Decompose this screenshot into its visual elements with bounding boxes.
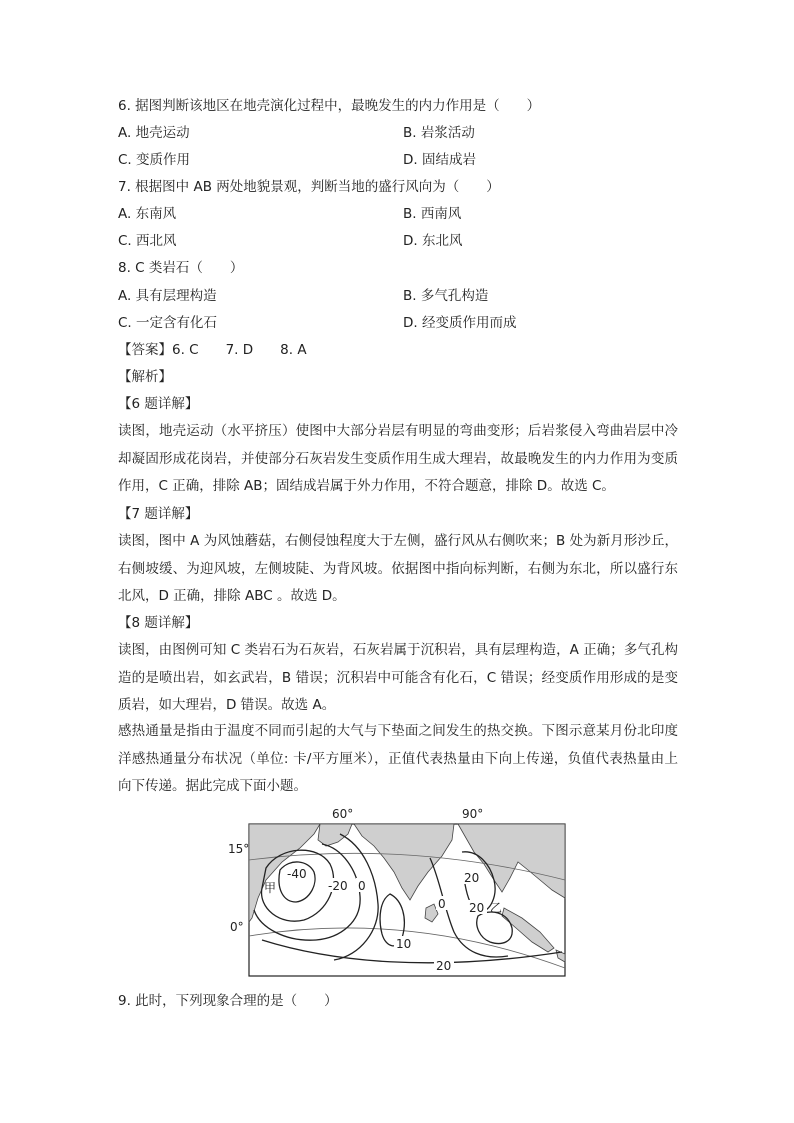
isoline-label-m40: -40	[287, 867, 307, 881]
question-6-stem: 6. 据图判断该地区在地壳演化过程中，最晚发生的内力作用是（ ）	[118, 98, 541, 114]
question-9-stem: 9. 此时，下列现象合理的是（ ）	[118, 993, 338, 1009]
detail-7-body: 读图，图中 A 为风蚀蘑菇，右侧侵蚀程度大于左侧，盛行风从右侧吹来；B 处为新月形沙丘，右侧坡缓、为迎风坡，左侧坡陡、为背风坡。依据图中指向标判断，右侧为东北，所以盛行东北风，D 正确，排除 ABC 。故选 D。	[118, 533, 678, 604]
option-8b: B. 多气孔构造	[403, 288, 489, 304]
sensible-heat-flux-map	[222, 800, 572, 985]
place-label-jia: 甲	[264, 881, 277, 895]
option-8d: D. 经变质作用而成	[403, 315, 517, 331]
intro-paragraph: 感热通量是指由于温度不同而引起的大气与下垫面之间发生的热交换。下图示意某月份北印度洋感热通量分布状况（单位: 卡/平方厘米），正值代表热量由下向上传递，负值代表热量由上向下传递。据此完成下面小题。	[118, 723, 678, 794]
lon-90-label: 90°	[462, 807, 484, 821]
option-8c: C. 一定含有化石	[118, 315, 218, 331]
place-label-yi: 乙	[490, 901, 503, 915]
option-7a: A. 东南风	[118, 206, 177, 222]
option-6c: C. 变质作用	[118, 152, 191, 168]
option-8a: A. 具有层理构造	[118, 288, 217, 304]
option-6d: D. 固结成岩	[403, 152, 476, 168]
option-7b: B. 西南风	[403, 206, 462, 222]
isoline-label-10: 10	[396, 937, 412, 951]
question-8-stem: 8. C 类岩石（ ）	[118, 260, 244, 276]
isoline-label-m20: -20	[328, 879, 348, 893]
detail-6-title: 【6 题详解】	[118, 396, 199, 412]
option-7d: D. 东北风	[403, 233, 463, 249]
option-6b: B. 岩浆活动	[403, 125, 475, 141]
option-6a: A. 地壳运动	[118, 125, 190, 141]
detail-8-body: 读图，由图例可知 C 类岩石为石灰岩，石灰岩属于沉积岩，具有层理构造，A 正确；多气孔构造的是喷出岩，如玄武岩，B 错误；沉积岩中可能含有化石，C 错误；经变质作用形成的是变质岩，如大理岩，D 错误。故选 A。	[118, 642, 678, 713]
map-svg	[222, 800, 572, 985]
detail-6-body: 读图，地壳运动（水平挤压）使图中大部分岩层有明显的弯曲变形；后岩浆侵入弯曲岩层中冷却凝固形成花岗岩，并使部分石灰岩发生变质作用生成大理岩，故最晚发生的内力作用为变质作用，C 正确，排除 AB；固结成岩属于外力作用，不符合题意，排除 D。故选 C。	[118, 423, 678, 494]
lon-60-label: 60°	[332, 807, 354, 821]
analysis-label: 【解析】	[118, 369, 172, 385]
isoline-label-20c: 20	[436, 959, 452, 973]
detail-7-title: 【7 题详解】	[118, 506, 199, 522]
lat-15-label: 15°	[228, 842, 250, 856]
question-7-stem: 7. 根据图中 AB 两处地貌景观，判断当地的盛行风向为（ ）	[118, 179, 500, 195]
detail-8-title: 【8 题详解】	[118, 615, 199, 631]
isoline-label-0a: 0	[358, 879, 366, 893]
isoline-label-20b: 20	[469, 901, 485, 915]
isoline-label-20a: 20	[464, 871, 480, 885]
answer-line: 【答案】6. C 7. D 8. A	[118, 342, 307, 358]
lat-0-label: 0°	[230, 920, 244, 934]
option-7c: C. 西北风	[118, 233, 177, 249]
isoline-label-0b: 0	[438, 897, 446, 911]
